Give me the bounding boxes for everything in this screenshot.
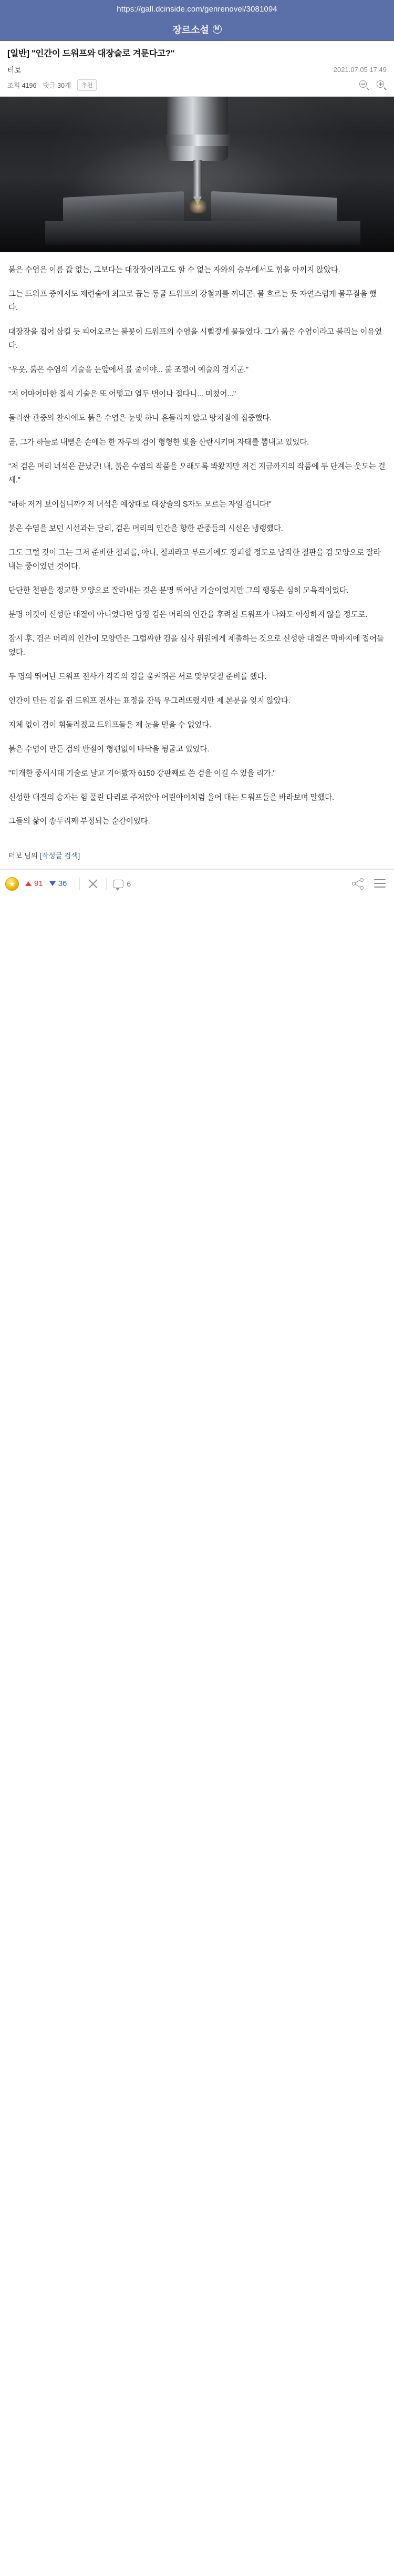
zoom-in-icon[interactable]	[377, 80, 387, 90]
close-x-icon[interactable]	[86, 877, 100, 891]
vote-group	[5, 877, 73, 891]
paragraph: 그는 드워프 중에서도 제련술에 최고로 꼽는 동굴 드워프의 강철괴를 꺼내곤, 물 흐르는 듯 자연스럽게 물푸질을 했다.	[8, 290, 377, 313]
comments-label-text: 댓글	[43, 82, 56, 90]
action-divider	[79, 878, 80, 890]
comments-unit: 개	[65, 82, 71, 90]
site-header	[0, 18, 394, 41]
views-label-text: 조회	[7, 82, 20, 90]
paragraph: 대장장을 집어 삼킬 듯 피어오르는 불꽃이 드워프의 수염을 시뻘겋게 물들였다. 그가 붉은 수염이라고 불리는 이유였다.	[8, 328, 382, 351]
arrow-down-icon	[49, 881, 56, 886]
paragraph: 붉은 수염은 이름 값 없는, 그보다는 대장장이라고도 할 수 없는 자와의 승부에서도 힘을 아끼지 않았다.	[8, 266, 340, 275]
paragraph: "우옷, 붉은 수염의 기술을 눈앞에서 볼 줄이야... 불 조절이 예술의 경지군."	[8, 366, 248, 375]
views-count: 4196	[22, 82, 37, 90]
share-icon[interactable]	[352, 878, 364, 890]
paragraph: 그들의 삶이 송두리째 부정되는 순간이었다.	[8, 817, 150, 826]
comment-icon	[113, 880, 123, 888]
paragraph: 단단한 철판을 정교한 모양으로 잘라내는 것은 분명 뛰어난 기술이었지만 그의 행동은 심히 모욕적이었다.	[8, 586, 349, 595]
paragraph: 붉은 수염이 만든 검의 반절이 형편없이 바닥을 뒹굴고 있었다.	[8, 745, 210, 754]
hamburger-menu-icon[interactable]	[374, 879, 386, 889]
downvote-count: 36	[58, 879, 67, 889]
paragraph: 지체 없이 검이 휘둘러졌고 드워프들은 제 눈을 믿을 수 없었다.	[8, 720, 211, 729]
article-image[interactable]	[0, 97, 394, 252]
url-text: https://gall.dcinside.com/genrenovel/3081094	[117, 4, 277, 14]
article-header	[0, 41, 394, 59]
paragraph: "저 어마어마한 접쇠 기술은 또 어떻고! 열두 번이나 접다니... 미쳤어..."	[8, 390, 236, 399]
site-name[interactable]: 장르소설	[172, 24, 209, 35]
author-name[interactable]: 터보	[7, 66, 22, 75]
mobile-badge-icon: M	[213, 25, 222, 34]
action-bar	[0, 869, 394, 898]
paragraph: 신성한 대결의 승자는 힘 풀린 다리로 주저앉아 어린아이처럼 울어 대는 드워프들을 바라보며 말했다.	[8, 793, 334, 802]
zoom-out-icon[interactable]	[359, 80, 369, 90]
downvote-button[interactable]	[49, 879, 67, 888]
arrow-up-icon	[25, 881, 32, 886]
comment-button[interactable]	[113, 880, 131, 888]
zoom-controls	[359, 80, 387, 90]
comment-count: 6	[127, 879, 131, 888]
author-footer	[0, 836, 394, 860]
paragraph: 인간이 만든 검을 쥔 드워프 전사는 표정을 잔뜩 우그러뜨렸지만 제 본분을 잊지 않았다.	[8, 696, 291, 705]
footer-author-name: 터보 님의	[8, 852, 38, 860]
post-date: 2021.07.05 17:49	[333, 65, 387, 74]
paragraph: 두 명의 뛰어난 드워프 전사가 각각의 검을 움켜쥐곤 서로 맞부딪칠 준비를 했다.	[8, 672, 266, 681]
article-body	[0, 252, 394, 836]
medal-icon	[5, 877, 19, 891]
page-title: [일반] "인간이 드워프와 대장술로 겨룬다고?"	[7, 49, 175, 58]
browser-url-bar[interactable]	[0, 0, 394, 18]
paragraph: 둘러싼 관중의 찬사에도 붉은 수염은 눈빛 하나 흔들리지 않고 망치질에 집중했다.	[8, 414, 272, 423]
action-divider	[106, 878, 107, 890]
paragraph: 그도 그럴 것이 그는 그저 준비한 철괴를, 아니, 철괴라고 부르기에도 장피할 정도로 납작한 철판을 검 모양으로 잘라내는 중이었던 것이다.	[8, 548, 381, 571]
upvote-button[interactable]	[25, 879, 43, 888]
article-stats	[0, 75, 394, 97]
paragraph: "미개한 중세시대 기술로 날고 기어봤자 6150 강판째로 쓴 검을 이길 수 있을 리가."	[8, 769, 276, 778]
paragraph: 붉은 수염을 보던 시선과는 달리, 검은 머리의 인간을 향한 관중들의 시선은 냉랭했다.	[8, 524, 283, 533]
paragraph: 분명 이것이 신성한 대결이 아니었다면 당장 검은 머리의 인간을 후려칠 드워프가 나와도 이상하지 않을 정도로.	[8, 610, 368, 619]
paragraph: "하하 저거 보이십니까? 저 녀석은 예상대로 대장술의 S자도 모르는 자일 겁니다!"	[8, 500, 272, 509]
paragraph: 잠시 후, 검은 머리의 인간이 모양만은 그럴싸한 검을 심사 위원에게 제출하는 것으로 신성한 대결은 막바지에 접어들었다.	[8, 634, 384, 657]
recommend-button[interactable]: 추천	[77, 79, 97, 91]
comments-count: 30	[57, 82, 65, 90]
paragraph: 곧, 그가 하늘로 내뻗은 손에는 한 자루의 검이 형형한 빛을 산란시키며 자태를 뽐내고 있었다.	[8, 438, 309, 447]
upvote-count: 91	[34, 879, 43, 889]
views-label	[7, 80, 36, 90]
article-meta	[0, 59, 394, 75]
paragraph: "저 검은 머리 녀석은 끝났군! 내, 붉은 수염의 작품을 오래도록 봐왔지만 저건 지금까지의 작품에 두 단계는 웃도는 걸세."	[8, 462, 386, 485]
comments-label[interactable]	[43, 80, 71, 90]
author-posts-search-link[interactable]: [작성글 검색]	[39, 852, 80, 860]
